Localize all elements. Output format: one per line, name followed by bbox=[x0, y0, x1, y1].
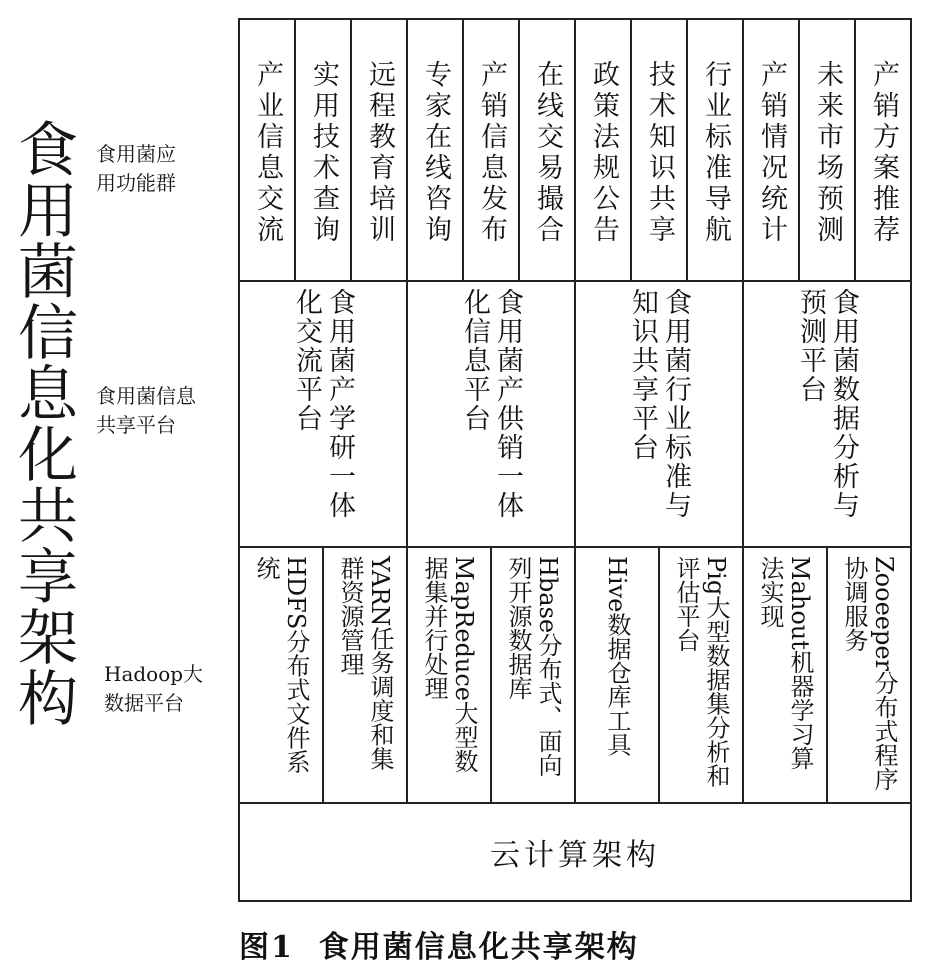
platform-cell bbox=[240, 282, 408, 546]
app-cell bbox=[800, 20, 856, 280]
hadoop-component-label: Hbase分布式、面向列开源数据库 bbox=[504, 556, 562, 778]
platform-cell bbox=[408, 282, 576, 546]
app-cell bbox=[576, 20, 632, 280]
layer-label-share: 食用菌信息 共享平台 bbox=[96, 384, 196, 437]
hadoop-cell bbox=[240, 548, 324, 802]
hadoop-component-label: Mahout机器学习算法实现 bbox=[756, 556, 814, 770]
hadoop-cell bbox=[492, 548, 576, 802]
platform-label: 食用菌产供销一体化信息平台 bbox=[459, 288, 523, 520]
layer-label-apps: 食用菌应 用功能群 bbox=[96, 142, 176, 195]
platform-cell bbox=[576, 282, 744, 546]
platform-label: 食用菌行业标准与知识共享平台 bbox=[627, 288, 691, 520]
architecture-frame bbox=[238, 18, 912, 902]
app-label: 产销信息发布 bbox=[476, 60, 507, 246]
app-cell bbox=[856, 20, 910, 280]
apps-row bbox=[240, 20, 910, 282]
hadoop-cell bbox=[576, 548, 660, 802]
app-label: 产销方案推荐 bbox=[868, 60, 899, 246]
diagram-side-title: 食用菌信息化共享架构 bbox=[8, 118, 78, 728]
app-cell bbox=[240, 20, 296, 280]
hadoop-component-label: HDFS分布式文件系统 bbox=[252, 556, 310, 774]
hadoop-cell bbox=[744, 548, 828, 802]
app-label: 行业标准导航 bbox=[700, 60, 731, 246]
hadoop-component-label: YARN任务调度和集群资源管理 bbox=[336, 556, 394, 771]
hadoop-component-label: MapReduce大型数据集并行处理 bbox=[420, 556, 478, 773]
hadoop-cell bbox=[660, 548, 744, 802]
cloud-label: 云计算架构 bbox=[490, 838, 660, 873]
app-label: 产业信息交流 bbox=[252, 60, 283, 246]
app-label: 在线交易撮合 bbox=[532, 60, 563, 246]
platform-cell bbox=[744, 282, 910, 546]
app-cell bbox=[464, 20, 520, 280]
app-label: 远程教育培训 bbox=[364, 60, 395, 246]
app-cell bbox=[688, 20, 744, 280]
layer-label-hadoop: Hadoop大 数据平台 bbox=[104, 662, 204, 715]
hadoop-component-label: Pig大型数据集分析和评估平台 bbox=[672, 556, 730, 788]
app-label: 未来市场预测 bbox=[812, 60, 843, 246]
app-cell bbox=[296, 20, 352, 280]
hadoop-row bbox=[240, 548, 910, 804]
app-cell bbox=[632, 20, 688, 280]
cloud-row bbox=[240, 804, 910, 900]
app-label: 政策法规公告 bbox=[588, 60, 619, 246]
app-cell bbox=[352, 20, 408, 280]
platform-label: 食用菌产学研一体化交流平台 bbox=[291, 288, 355, 520]
hadoop-cell bbox=[408, 548, 492, 802]
share-platform-row bbox=[240, 282, 910, 548]
app-label: 技术知识共享 bbox=[644, 60, 675, 246]
app-label: 产销情况统计 bbox=[756, 60, 787, 246]
hadoop-cell bbox=[324, 548, 408, 802]
platform-label: 食用菌数据分析与预测平台 bbox=[795, 288, 859, 520]
app-cell bbox=[520, 20, 576, 280]
app-cell bbox=[408, 20, 464, 280]
app-label: 实用技术查询 bbox=[308, 60, 339, 246]
hadoop-component-label: Zooeeper分布式程序协调服务 bbox=[840, 556, 898, 792]
figure-caption: 图1 食用菌信息化共享架构 bbox=[239, 930, 639, 965]
app-cell bbox=[744, 20, 800, 280]
hadoop-component-label: Hive数据仓库工具 bbox=[603, 556, 631, 757]
app-label: 专家在线咨询 bbox=[420, 60, 451, 246]
hadoop-cell bbox=[828, 548, 910, 802]
